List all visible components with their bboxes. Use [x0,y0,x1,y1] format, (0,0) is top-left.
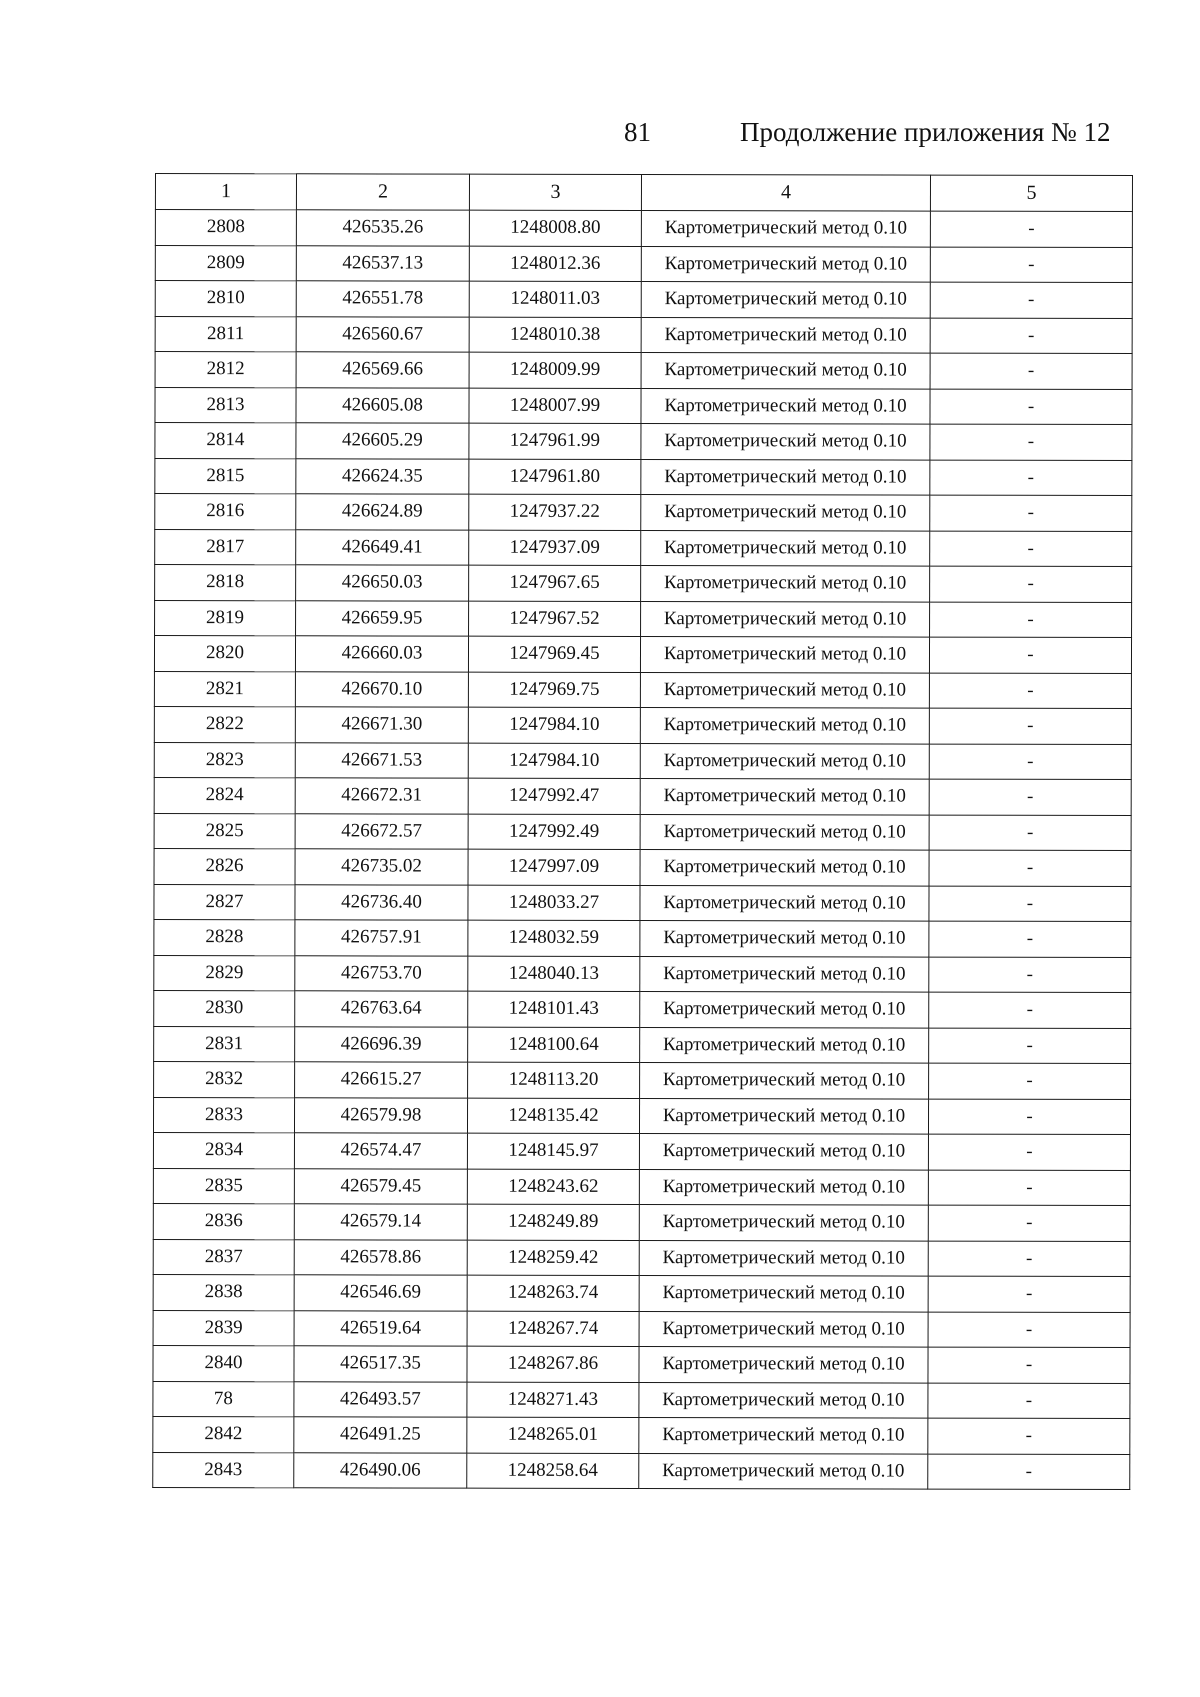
table-row [153,1416,1130,1454]
note-cell: - [928,1276,1130,1312]
y-coordinate-cell: 1248113.20 [468,1062,640,1098]
method-cell: Картометрический метод 0.10 [640,637,929,673]
method-cell: Картометрический метод 0.10 [640,921,929,957]
table-row [154,813,1131,851]
y-coordinate-cell: 1247997.09 [468,849,640,885]
y-coordinate-cell: 1248267.86 [467,1346,639,1382]
y-coordinate-cell: 1247984.10 [468,743,640,779]
table-row [154,919,1131,957]
method-cell: Картометрический метод 0.10 [639,1098,928,1134]
point-number-cell: 2809 [155,245,296,281]
x-coordinate-cell: 426491.25 [294,1417,467,1453]
y-coordinate-cell: 1248011.03 [469,281,641,317]
column-header-1: 1 [155,174,296,210]
y-coordinate-cell: 1248012.36 [469,246,641,282]
x-coordinate-cell: 426763.64 [295,991,468,1027]
x-coordinate-cell: 426659.95 [296,600,469,636]
appendix-continuation-title: Продолжение приложения № 12 [740,117,1111,147]
x-coordinate-cell: 426696.39 [295,1026,468,1062]
y-coordinate-cell: 1247969.45 [468,636,640,672]
x-coordinate-cell: 426735.02 [295,849,468,885]
point-number-cell: 2836 [153,1203,294,1239]
table-row [154,742,1131,780]
note-cell: - [929,779,1131,815]
table-row [155,494,1132,532]
x-coordinate-cell: 426519.64 [294,1310,467,1346]
y-coordinate-cell: 1248145.97 [467,1133,639,1169]
y-coordinate-cell: 1248249.89 [467,1204,639,1240]
note-cell: - [930,389,1132,425]
note-cell: - [929,815,1131,851]
note-cell: - [929,637,1131,673]
note-cell: - [930,566,1132,602]
method-cell: Картометрический метод 0.10 [641,459,930,495]
point-number-cell: 2810 [155,281,296,317]
y-coordinate-cell: 1248008.80 [469,210,641,246]
note-cell: - [928,1347,1130,1383]
point-number-cell: 2811 [155,316,296,352]
method-cell: Картометрический метод 0.10 [641,495,930,531]
note-cell: - [930,247,1132,283]
x-coordinate-cell: 426605.29 [296,423,469,459]
point-number-cell: 2832 [154,1061,295,1097]
y-coordinate-cell: 1247992.47 [468,778,640,814]
point-number-cell: 78 [153,1381,294,1417]
point-number-cell: 2826 [154,848,295,884]
method-cell: Картометрический метод 0.10 [641,424,930,460]
point-number-cell: 2823 [154,742,295,778]
method-cell: Картометрический метод 0.10 [640,850,929,886]
method-cell: Картометрический метод 0.10 [641,530,930,566]
note-cell: - [930,495,1132,531]
x-coordinate-cell: 426660.03 [295,636,468,672]
page-header [0,112,1200,152]
y-coordinate-cell: 1248135.42 [467,1098,639,1134]
note-cell: - [929,708,1131,744]
point-number-cell: 2838 [153,1274,294,1310]
x-coordinate-cell: 426517.35 [294,1346,467,1382]
x-coordinate-cell: 426579.45 [294,1168,467,1204]
point-number-cell: 2821 [154,671,295,707]
x-coordinate-cell: 426560.67 [296,316,469,352]
x-coordinate-cell: 426537.13 [296,245,469,281]
method-cell: Картометрический метод 0.10 [641,317,930,353]
point-number-cell: 2835 [153,1168,294,1204]
point-number-cell: 2843 [153,1452,294,1488]
method-cell: Картометрический метод 0.10 [641,282,930,318]
y-coordinate-cell: 1248040.13 [468,956,640,992]
table-row [154,990,1131,1028]
table-row [153,1132,1130,1170]
method-cell: Картометрический метод 0.10 [641,566,930,602]
method-cell: Картометрический метод 0.10 [640,1027,929,1063]
method-cell: Картометрический метод 0.10 [640,814,929,850]
method-cell: Картометрический метод 0.10 [641,388,930,424]
point-number-cell: 2812 [155,352,296,388]
x-coordinate-cell: 426753.70 [295,955,468,991]
column-header-2: 2 [296,174,469,210]
table-row [155,245,1132,283]
point-number-cell: 2824 [154,777,295,813]
method-cell: Картометрический метод 0.10 [639,1205,928,1241]
x-coordinate-cell: 426579.14 [294,1204,467,1240]
method-cell: Картометрический метод 0.10 [639,1382,928,1418]
point-number-cell: 2816 [155,494,296,530]
table-row [154,671,1131,709]
x-coordinate-cell: 426615.27 [295,1062,468,1098]
note-cell: - [928,1241,1130,1277]
method-cell: Картометрический метод 0.10 [640,672,929,708]
table-body [153,210,1133,1490]
point-number-cell: 2831 [154,1026,295,1062]
method-cell: Картометрический метод 0.10 [639,1134,928,1170]
table-row [153,1274,1130,1312]
table-row [155,352,1132,390]
y-coordinate-cell: 1247961.80 [469,459,641,495]
table-row [154,955,1131,993]
x-coordinate-cell: 426757.91 [295,920,468,956]
table-row [155,600,1132,638]
table-row [153,1381,1130,1419]
y-coordinate-cell: 1248259.42 [467,1240,639,1276]
point-number-cell: 2817 [155,529,296,565]
y-coordinate-cell: 1248009.99 [469,352,641,388]
y-coordinate-cell: 1247984.10 [468,707,640,743]
method-cell: Картометрический метод 0.10 [641,246,930,282]
method-cell: Картометрический метод 0.10 [640,779,929,815]
y-coordinate-cell: 1248258.64 [467,1453,639,1489]
y-coordinate-cell: 1248267.74 [467,1311,639,1347]
x-coordinate-cell: 426605.08 [296,387,469,423]
table-row [154,1026,1131,1064]
column-header-5: 5 [930,175,1132,211]
point-number-cell: 2814 [155,423,296,459]
note-cell: - [930,211,1132,247]
note-cell: - [929,744,1131,780]
x-coordinate-cell: 426493.57 [294,1381,467,1417]
x-coordinate-cell: 426490.06 [294,1452,467,1488]
note-cell: - [928,1454,1130,1490]
y-coordinate-cell: 1248007.99 [469,388,641,424]
x-coordinate-cell: 426579.98 [294,1097,467,1133]
x-coordinate-cell: 426624.35 [296,458,469,494]
note-cell: - [929,850,1131,886]
point-number-cell: 2808 [155,210,296,246]
x-coordinate-cell: 426535.26 [296,210,469,246]
table-row [154,777,1131,815]
column-header-4: 4 [641,175,930,212]
x-coordinate-cell: 426578.86 [294,1239,467,1275]
y-coordinate-cell: 1248101.43 [468,991,640,1027]
method-cell: Картометрический метод 0.10 [640,956,929,992]
table-row [153,1203,1130,1241]
x-coordinate-cell: 426624.89 [296,494,469,530]
table-row [154,706,1131,744]
note-cell: - [928,1418,1130,1454]
point-number-cell: 2829 [154,955,295,991]
header-row [155,174,1132,212]
note-cell: - [928,1170,1130,1206]
y-coordinate-cell: 1248265.01 [467,1417,639,1453]
x-coordinate-cell: 426574.47 [294,1133,467,1169]
point-number-cell: 2813 [155,387,296,423]
point-number-cell: 2830 [154,990,295,1026]
y-coordinate-cell: 1248100.64 [468,1027,640,1063]
note-cell: - [928,1383,1130,1419]
table-row [155,423,1132,461]
y-coordinate-cell: 1248263.74 [467,1275,639,1311]
table-row [153,1097,1130,1135]
point-number-cell: 2819 [155,600,296,636]
point-number-cell: 2833 [153,1097,294,1133]
y-coordinate-cell: 1247992.49 [468,814,640,850]
method-cell: Картометрический метод 0.10 [641,353,930,389]
x-coordinate-cell: 426546.69 [294,1275,467,1311]
y-coordinate-cell: 1247937.09 [469,530,641,566]
table-row [153,1239,1130,1277]
table-row [153,1310,1130,1348]
y-coordinate-cell: 1247967.65 [469,565,641,601]
note-cell: - [930,602,1132,638]
x-coordinate-cell: 426551.78 [296,281,469,317]
point-number-cell: 2839 [153,1310,294,1346]
x-coordinate-cell: 426650.03 [296,565,469,601]
x-coordinate-cell: 426736.40 [295,884,468,920]
x-coordinate-cell: 426569.66 [296,352,469,388]
table-row [155,529,1132,567]
point-number-cell: 2834 [153,1132,294,1168]
table-row [155,316,1132,354]
method-cell: Картометрический метод 0.10 [639,1169,928,1205]
note-cell: - [930,318,1132,354]
x-coordinate-cell: 426670.10 [295,671,468,707]
table-row [154,848,1131,886]
x-coordinate-cell: 426672.31 [295,778,468,814]
y-coordinate-cell: 1247937.22 [469,494,641,530]
x-coordinate-cell: 426671.30 [295,707,468,743]
table-row [153,1168,1130,1206]
note-cell: - [930,460,1132,496]
method-cell: Картометрический метод 0.10 [641,211,930,247]
coordinates-table [152,173,1133,1490]
method-cell: Картометрический метод 0.10 [640,992,929,1028]
note-cell: - [929,886,1131,922]
method-cell: Картометрический метод 0.10 [639,1240,928,1276]
y-coordinate-cell: 1247967.52 [469,601,641,637]
y-coordinate-cell: 1248033.27 [468,885,640,921]
table-row [155,458,1132,496]
table-row [153,1452,1130,1490]
method-cell: Картометрический метод 0.10 [639,1276,928,1312]
note-cell: - [928,1099,1130,1135]
point-number-cell: 2837 [153,1239,294,1275]
point-number-cell: 2842 [153,1416,294,1452]
note-cell: - [929,921,1131,957]
point-number-cell: 2815 [155,458,296,494]
note-cell: - [929,1063,1131,1099]
point-number-cell: 2820 [154,636,295,672]
y-coordinate-cell: 1247961.99 [469,423,641,459]
note-cell: - [930,353,1132,389]
note-cell: - [928,1312,1130,1348]
x-coordinate-cell: 426649.41 [296,529,469,565]
note-cell: - [929,1028,1131,1064]
method-cell: Картометрический метод 0.10 [640,743,929,779]
table-header [155,174,1132,212]
point-number-cell: 2828 [154,919,295,955]
point-number-cell: 2827 [154,884,295,920]
method-cell: Картометрический метод 0.10 [640,1063,929,1099]
method-cell: Картометрический метод 0.10 [639,1311,928,1347]
table-row [154,636,1131,674]
method-cell: Картометрический метод 0.10 [640,885,929,921]
method-cell: Картометрический метод 0.10 [640,708,929,744]
x-coordinate-cell: 426672.57 [295,813,468,849]
method-cell: Картометрический метод 0.10 [639,1347,928,1383]
note-cell: - [928,1134,1130,1170]
note-cell: - [930,531,1132,567]
note-cell: - [928,1205,1130,1241]
point-number-cell: 2840 [153,1345,294,1381]
table-row [155,387,1132,425]
y-coordinate-cell: 1248032.59 [468,920,640,956]
note-cell: - [930,424,1132,460]
method-cell: Картометрический метод 0.10 [639,1418,928,1454]
note-cell: - [929,957,1131,993]
note-cell: - [930,282,1132,318]
y-coordinate-cell: 1247969.75 [468,672,640,708]
page-number: 81 [624,117,651,147]
table-row [154,884,1131,922]
y-coordinate-cell: 1248271.43 [467,1382,639,1418]
y-coordinate-cell: 1248010.38 [469,317,641,353]
note-cell: - [929,673,1131,709]
table-row [155,565,1132,603]
table-row [154,1061,1131,1099]
column-header-3: 3 [469,174,641,210]
method-cell: Картометрический метод 0.10 [639,1453,928,1489]
note-cell: - [929,992,1131,1028]
point-number-cell: 2818 [155,565,296,601]
point-number-cell: 2822 [154,706,295,742]
table-row [153,1345,1130,1383]
y-coordinate-cell: 1248243.62 [467,1169,639,1205]
method-cell: Картометрический метод 0.10 [641,601,930,637]
point-number-cell: 2825 [154,813,295,849]
x-coordinate-cell: 426671.53 [295,742,468,778]
table-row [155,210,1132,248]
table-row [155,281,1132,319]
